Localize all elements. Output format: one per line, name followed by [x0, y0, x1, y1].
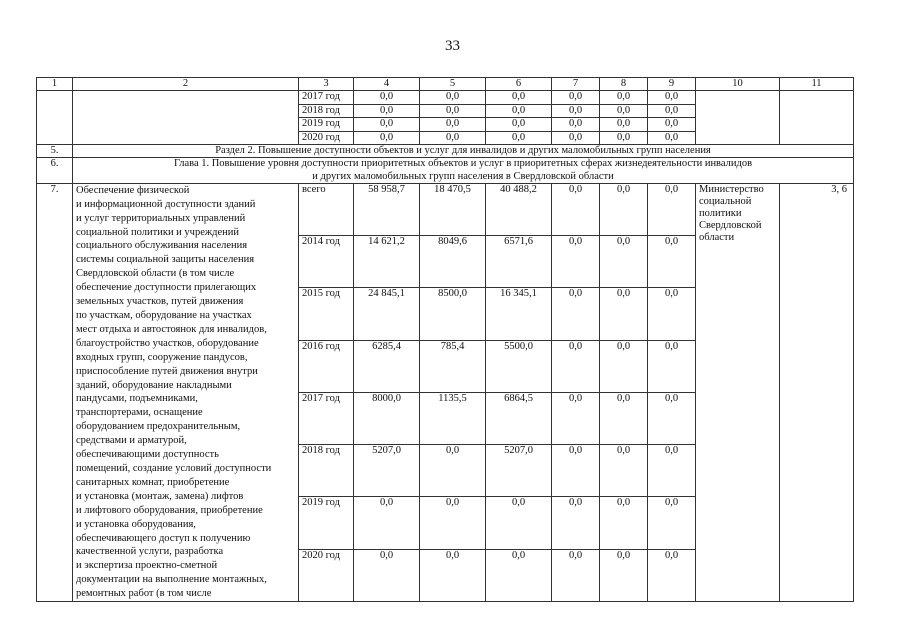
- value-cell: 0,0: [600, 118, 648, 131]
- value-cell: 0,0: [648, 497, 696, 549]
- col-header: 2: [73, 78, 299, 91]
- year-cell: 2016 год: [299, 340, 354, 392]
- value-cell: 0,0: [648, 91, 696, 104]
- value-cell: 0,0: [420, 104, 486, 117]
- value-cell: 0,0: [552, 183, 600, 235]
- table-row: [37, 91, 854, 104]
- year-cell: 2017 год: [299, 91, 354, 104]
- value-cell: 0,0: [600, 236, 648, 288]
- year-cell: 2018 год: [299, 104, 354, 117]
- value-cell: 0,0: [486, 91, 552, 104]
- value-cell: 0,0: [552, 131, 600, 144]
- year-cell: 2019 год: [299, 118, 354, 131]
- value-cell: 0,0: [552, 445, 600, 497]
- row-number: 7.: [37, 183, 73, 601]
- value-cell: 0,0: [552, 497, 600, 549]
- measure-description: Обеспечение физической и информационной доступности зданий и услуг территориальных управлений социальной политики и учреждений социального обслуживания населения системы социальной защиты населения Свердловской области (в том числе обеспечение доступности прилегающих земельных участков, путей движения по участкам, оборудование на участках мест отдыха и автостоянок для инвалидов, благоустройство участков, оборудование входных групп, сооружение пандусов, приспособление путей движения внутри зданий, оборудование накладными пандусами, подъемниками, транспортерами, оснащение оборудованием предохранительным, средствами и арматурой, обеспечивающими доступность помещений, создание условий доступности санитарных комнат, приобретение и установка (монтаж, замена) лифтов и лифтового оборудования, приобретение и установка оборудования, обеспечивающего доступ к получению качественной услуги, разработка и экспертиза проектно-сметной документации на выполнение монтажных, ремонтных работ (в том числе: [73, 183, 299, 601]
- value-cell: 0,0: [648, 104, 696, 117]
- value-cell: 0,0: [552, 340, 600, 392]
- value-cell: 5207,0: [354, 445, 420, 497]
- value-cell: 785,4: [420, 340, 486, 392]
- year-cell: 2020 год: [299, 549, 354, 601]
- value-cell: 0,0: [552, 236, 600, 288]
- col-header: 9: [648, 78, 696, 91]
- row-number: 5.: [37, 145, 73, 158]
- chapter-title: Глава 1. Повышение уровня доступности приоритетных объектов и услуг в приоритетных сферах жизнедеятельности инвалидов и других маломобильных групп населения в Свердловской области: [73, 158, 854, 183]
- col-header: 8: [600, 78, 648, 91]
- value-cell: 0,0: [552, 392, 600, 444]
- chapter-row: [37, 158, 854, 183]
- target-reference: 3, 6: [780, 183, 854, 601]
- col-header: 5: [420, 78, 486, 91]
- value-cell: 0,0: [648, 340, 696, 392]
- value-cell: 5207,0: [486, 445, 552, 497]
- year-cell: 2019 год: [299, 497, 354, 549]
- value-cell: 6864,5: [486, 392, 552, 444]
- value-cell: 0,0: [420, 118, 486, 131]
- value-cell: 0,0: [420, 91, 486, 104]
- value-cell: 0,0: [648, 236, 696, 288]
- value-cell: 0,0: [420, 445, 486, 497]
- value-cell: 0,0: [354, 131, 420, 144]
- col-header: 7: [552, 78, 600, 91]
- value-cell: 0,0: [354, 91, 420, 104]
- value-cell: 0,0: [600, 549, 648, 601]
- value-cell: 8000,0: [354, 392, 420, 444]
- page-number: 33: [445, 38, 460, 54]
- value-cell: 0,0: [486, 497, 552, 549]
- value-cell: 0,0: [552, 288, 600, 340]
- value-cell: 0,0: [648, 288, 696, 340]
- value-cell: 0,0: [552, 118, 600, 131]
- value-cell: 14 621,2: [354, 236, 420, 288]
- value-cell: 6285,4: [354, 340, 420, 392]
- year-cell: 2020 год: [299, 131, 354, 144]
- empty-cell: [696, 91, 780, 145]
- value-cell: 0,0: [552, 91, 600, 104]
- value-cell: 0,0: [354, 104, 420, 117]
- column-number-row: [37, 78, 854, 91]
- year-cell: 2018 год: [299, 445, 354, 497]
- year-cell: 2015 год: [299, 288, 354, 340]
- value-cell: 24 845,1: [354, 288, 420, 340]
- value-cell: 0,0: [600, 183, 648, 235]
- value-cell: 1135,5: [420, 392, 486, 444]
- value-cell: 8049,6: [420, 236, 486, 288]
- value-cell: 16 345,1: [486, 288, 552, 340]
- program-table: [36, 77, 854, 602]
- value-cell: 8500,0: [420, 288, 486, 340]
- value-cell: 18 470,5: [420, 183, 486, 235]
- col-header: 10: [696, 78, 780, 91]
- value-cell: 40 488,2: [486, 183, 552, 235]
- empty-cell: [37, 91, 73, 145]
- value-cell: 0,0: [648, 131, 696, 144]
- section-title: Раздел 2. Повышение доступности объектов и услуг для инвалидов и других маломобильных групп населения: [73, 145, 854, 158]
- col-header: 3: [299, 78, 354, 91]
- value-cell: 5500,0: [486, 340, 552, 392]
- year-cell: 2017 год: [299, 392, 354, 444]
- value-cell: 6571,6: [486, 236, 552, 288]
- value-cell: 0,0: [600, 340, 648, 392]
- value-cell: 0,0: [600, 91, 648, 104]
- value-cell: 0,0: [486, 549, 552, 601]
- col-header: 6: [486, 78, 552, 91]
- year-cell: всего: [299, 183, 354, 235]
- value-cell: 58 958,7: [354, 183, 420, 235]
- value-cell: 0,0: [600, 131, 648, 144]
- value-cell: 0,0: [648, 549, 696, 601]
- value-cell: 0,0: [648, 118, 696, 131]
- value-cell: 0,0: [486, 104, 552, 117]
- value-cell: 0,0: [648, 445, 696, 497]
- table-row: [37, 183, 854, 235]
- value-cell: 0,0: [600, 445, 648, 497]
- value-cell: 0,0: [354, 549, 420, 601]
- col-header: 11: [780, 78, 854, 91]
- empty-cell: [780, 91, 854, 145]
- value-cell: 0,0: [354, 497, 420, 549]
- value-cell: 0,0: [600, 497, 648, 549]
- col-header: 4: [354, 78, 420, 91]
- value-cell: 0,0: [552, 104, 600, 117]
- value-cell: 0,0: [420, 497, 486, 549]
- value-cell: 0,0: [600, 392, 648, 444]
- value-cell: 0,0: [420, 549, 486, 601]
- value-cell: 0,0: [486, 131, 552, 144]
- value-cell: 0,0: [354, 118, 420, 131]
- value-cell: 0,0: [648, 392, 696, 444]
- col-header: 1: [37, 78, 73, 91]
- executor: Министерство социальной политики Свердловской области: [696, 183, 780, 601]
- section-row: [37, 145, 854, 158]
- value-cell: 0,0: [600, 288, 648, 340]
- value-cell: 0,0: [648, 183, 696, 235]
- value-cell: 0,0: [420, 131, 486, 144]
- empty-cell: [73, 91, 299, 145]
- value-cell: 0,0: [486, 118, 552, 131]
- value-cell: 0,0: [552, 549, 600, 601]
- year-cell: 2014 год: [299, 236, 354, 288]
- value-cell: 0,0: [600, 104, 648, 117]
- row-number: 6.: [37, 158, 73, 183]
